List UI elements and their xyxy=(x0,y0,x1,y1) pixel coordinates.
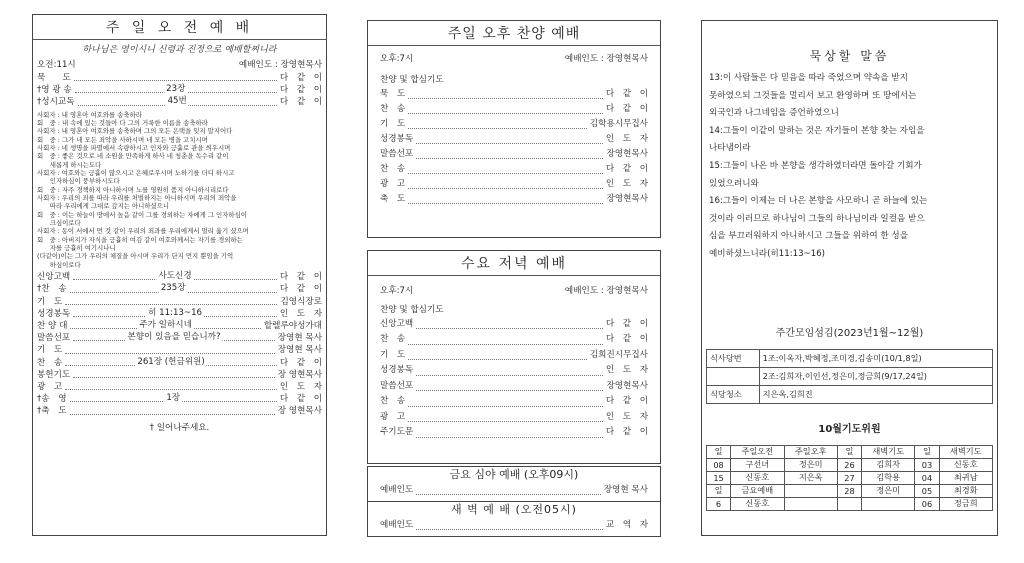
morning-top-order xyxy=(33,72,326,109)
afternoon-worship-panel xyxy=(367,20,661,238)
order-row: 말씀선포 장영현목사 xyxy=(380,380,648,391)
order-row: 기 도 김학용시무집사 xyxy=(380,118,648,129)
table-row: 15 신동호 지은옥 27 김학용 04 최귀남 xyxy=(707,471,993,484)
order-row: 축 도 장영현목사 xyxy=(380,193,648,204)
wednesday-opening: 찬양 및 합심기도 xyxy=(380,305,444,315)
order-row: 주기도문 다 같 이 xyxy=(380,427,648,438)
afternoon-opening: 찬양 및 합심기도 xyxy=(380,75,444,85)
afternoon-worship-title: 주일 오후 찬양 예배 xyxy=(368,21,660,46)
order-row: 신앙고백 다 같 이 xyxy=(380,318,648,329)
dawn-worship-panel xyxy=(367,501,661,537)
table-row: 식사당번 1조:이옥자,박혜정,조미경,김송미(10/1,8일) xyxy=(707,349,993,367)
morning-worship-subtitle: 하나님은 영이시니 신령과 진정으로 예배할찌니라 xyxy=(82,45,277,55)
order-row: 성경봉독 인 도 자 xyxy=(380,365,648,376)
meditation-verses: 13:이 사람들은 다 믿음을 따라 죽었으며 약속을 받지 못하였으되 그것들을 멀리서 보고 환영하며 또 땅에서는 외국인과 나그네임을 증언하였으니 14:그들이 이같이 말하는 것은 자기들이 본향 찾는 자임을 나타냄이라 15:그들이 나온 바 본향을 생각하였더라면 돌아갈 기회가 있었으려니와 16:그들이 이제는 더 나은 본향을 사모하니 곧 하늘에 있는 것이라 이러므로 하나님이 그들의 하나님이라 일컬음 받으 심을 부끄러워하지 아니하시고 그들을 위하여 한 성을 예비하셨느니라(히11:13~16) xyxy=(709,73,928,259)
order-row: 성경봉독 인 도 자 xyxy=(380,133,648,144)
order-row: 광 고 인 도 자 xyxy=(380,178,648,189)
order-row: 성경봉독 히 11:13~16 인 도 자 xyxy=(37,307,322,319)
order-row: 찬 송 261장 (헌금위원) 다 같 이 xyxy=(37,356,322,368)
order-row: 말씀선포 본향이 있음을 믿습니까? 장영현 목사 xyxy=(37,332,322,344)
prayer-table xyxy=(706,445,993,511)
table-row: 식당청소 지은옥,김희진 xyxy=(707,385,993,403)
meditation-title: 묵상할 말씀 xyxy=(809,49,890,63)
order-row: †축 도 장 영현목사 xyxy=(37,406,322,417)
order-row: 묵 도 다 같 이 xyxy=(37,73,322,83)
table-row: 6 신동호 06 정금희 xyxy=(707,497,993,510)
friday-worship-panel xyxy=(367,466,661,502)
order-row: 묵 도 다 같 이 xyxy=(380,88,648,99)
order-row: 광 고 인 도 자 xyxy=(380,411,648,422)
order-row: †성시교독 45번 다 같 이 xyxy=(37,96,322,108)
table-row: 08 구선녀 정은미 26 김희자 03 신동호 xyxy=(707,458,993,471)
order-row: 찬 양 대 주가 일하시네 할렐루야성가대 xyxy=(37,319,322,331)
order-row: 광 고 인 도 자 xyxy=(37,381,322,392)
schedule-title: 주간모임섬김(2023년1월~12월) xyxy=(775,327,924,339)
wednesday-time: 오후:7시 xyxy=(380,286,414,296)
morning-leader: 예배인도 : 장영현목사 xyxy=(238,60,322,70)
order-row: 말씀선포 장영현목사 xyxy=(380,148,648,159)
table-row: 일 금요예배 28 정은미 05 최경화 xyxy=(707,484,993,497)
prayer-title: 10월기도위원 xyxy=(818,423,881,435)
order-row: 신앙고백 사도신경 다 같 이 xyxy=(37,271,322,283)
wednesday-leader: 예배인도 : 장영현목사 xyxy=(564,286,648,296)
order-row: 예배인도 장영현 목사 xyxy=(368,482,660,498)
order-row: 찬 송 다 같 이 xyxy=(380,334,648,345)
afternoon-leader: 예배인도 : 장영현목사 xyxy=(564,54,648,64)
order-row: 찬 송 다 같 이 xyxy=(380,163,648,174)
wednesday-worship-title: 수요 저녁 예배 xyxy=(368,251,660,276)
order-row: 기 도 김영식장로 xyxy=(37,296,322,307)
order-row: 찬 송 다 같 이 xyxy=(380,103,648,114)
table-header-row: 일 주일오전 주일오후 일 새벽기도 일 새벽기도 xyxy=(707,445,993,458)
wednesday-worship-panel xyxy=(367,250,661,464)
schedule-table xyxy=(706,349,993,404)
morning-time: 오전:11시 xyxy=(37,60,76,70)
order-row: †영 광 송 23장 다 같 이 xyxy=(37,84,322,96)
order-row: 예배인도 교 역 자 xyxy=(368,517,660,533)
dawn-worship-title: 새 벽 예 배 (오전05시) xyxy=(451,503,577,516)
stand-up-note: † 일어나주세요. xyxy=(149,422,210,433)
morning-worship-panel xyxy=(32,14,327,536)
order-row: 찬 송 다 같 이 xyxy=(380,396,648,407)
order-row: 봉헌기도 장 영현목사 xyxy=(37,369,322,380)
order-row: †찬 송 235장 다 같 이 xyxy=(37,283,322,295)
morning-header xyxy=(33,58,326,72)
meditation-panel xyxy=(701,20,998,536)
afternoon-time: 오후:7시 xyxy=(380,54,414,64)
order-row: 기 도 김희진시무집사 xyxy=(380,349,648,360)
responsive-reading: 사회자 : 내 영혼아 여호와를 송축하라 회 중 : 내 속에 있는 것들아 다 그의 거룩한 이름을 송축하라 사회자 : 내 영혼아 여호와를 송축하며 그의 모든 은택을 잊지 말지어다 회 중 : 그가 네 모든 죄악을 사하시며 네 모든 병을 고치시며 사회자 : 네 생명을 파멸에서 속량하시고 인자와 긍휼로 관을 씌우시며 회 중 : 좋은 것으로 네 소원을 만족하게 하사 네 청춘을 독수리 같이 새롭게 하시는도다 사회자 : 여호와는 긍휼이 많으시고 은혜로우시며 노하기를 더디 하시고 인자하심이 풍부하시도다 회 중 : 자주 경책하지 아니하시며 노를 영원히 품지 아니하시리로다 사회자 : 우리의 죄를 따라 우리를 처벌하지는 아니하시며 우리의 죄악을 따라 우리에게 그대로 갚지는 아니하셨으니 회 중 : 이는 하늘이 땅에서 높음 같이 그를 경외하는 자에게 그 인자하심이 크심이로다 사회자 : 동이 서에서 먼 것 같이 우리의 죄과를 우리에게서 멀리 옮기 셨으며 회 중 : 아버지가 자식을 긍휼히 여김 같이 여호와께서는 자기를 경외하는 자를 긍휼히 여기시나니 (다같이)이는 그가 우리의 체질을 아시며 우리가 단지 먼지 뿐임을 기억 하심이로다 xyxy=(37,110,249,269)
friday-worship-title: 금요 심야 예배 (오후09시) xyxy=(449,468,579,481)
order-row: 기 도 장영현 목사 xyxy=(37,345,322,356)
morning-bottom-order xyxy=(33,271,326,417)
morning-worship-title: 주 일 오 전 예 배 xyxy=(33,15,326,40)
table-row: 2조:김희자,이인선,정은미,정금희(9/17,24일) xyxy=(707,367,993,385)
order-row: †송 영 1장 다 같 이 xyxy=(37,393,322,405)
